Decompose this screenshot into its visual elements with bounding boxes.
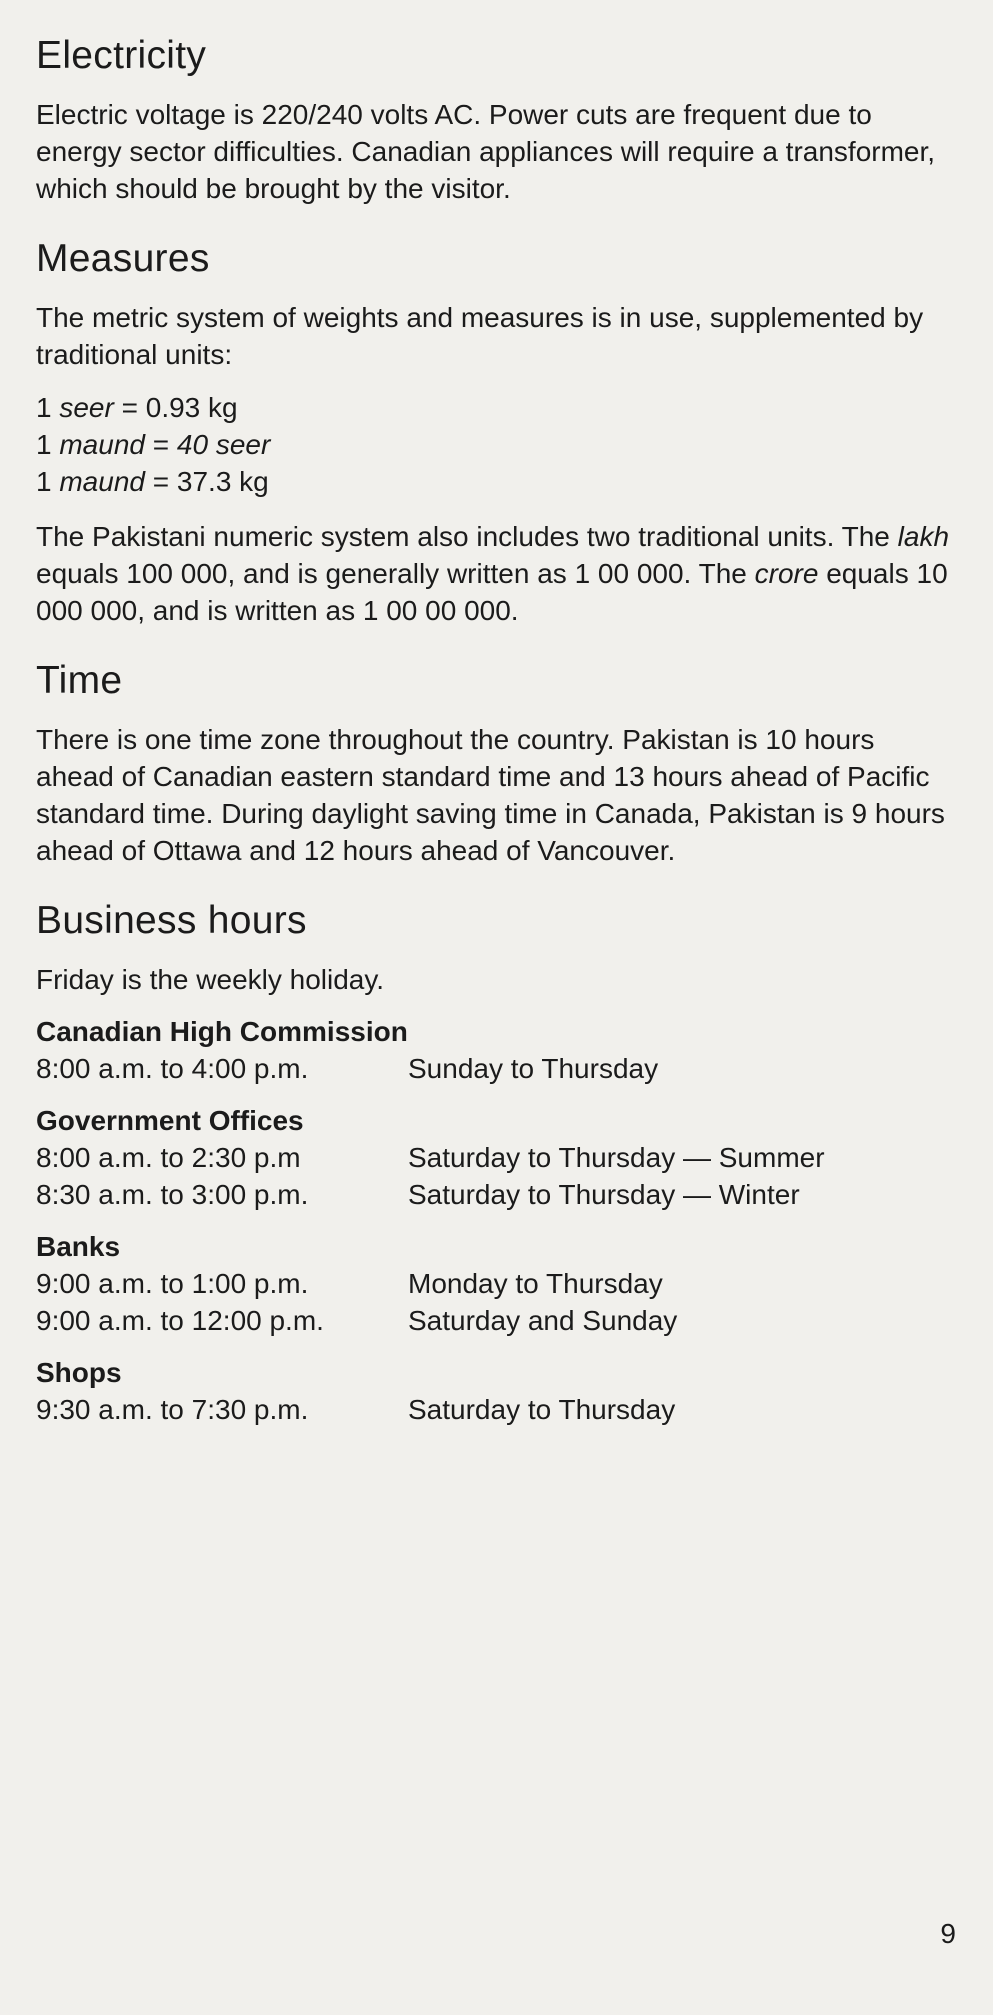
- measure-value: 0.93 kg: [145, 392, 238, 423]
- measure-unit: maund: [59, 429, 145, 460]
- business-hours-heading: Business hours: [36, 899, 307, 942]
- measure-qty: 1: [36, 392, 52, 423]
- measure-qty: 1: [36, 429, 52, 460]
- business-hours-section: [36, 899, 956, 1428]
- hours-row: [36, 1391, 956, 1428]
- measures-heading: Measures: [36, 237, 210, 280]
- hours-days: Saturday and Sunday: [408, 1305, 678, 1336]
- measures-list: [36, 389, 956, 500]
- measures-intro: The metric system of weights and measures is in use, supplemented by traditional units:: [36, 302, 924, 370]
- hours-days: Sunday to Thursday: [408, 1053, 659, 1084]
- measure-value: 40 seer: [176, 429, 271, 460]
- measure-row: [36, 463, 956, 500]
- hours-days: Monday to Thursday: [408, 1268, 663, 1299]
- page-number: 9: [940, 1918, 956, 1949]
- hours-group-name: Government Offices: [36, 1105, 304, 1136]
- numeric-system-text: [36, 518, 956, 629]
- lakh-term: lakh: [897, 521, 950, 552]
- hours-row: [36, 1265, 956, 1302]
- hours-row: [36, 1302, 956, 1339]
- hours-time: 8:30 a.m. to 3:00 p.m.: [36, 1179, 309, 1210]
- electricity-section: [36, 34, 956, 207]
- hours-days: Saturday to Thursday — Winter: [408, 1179, 800, 1210]
- page-content: [36, 34, 956, 1458]
- business-hours-intro: Friday is the weekly holiday.: [36, 964, 385, 995]
- hours-group-name: Banks: [36, 1231, 121, 1262]
- hours-row: [36, 1176, 956, 1213]
- time-section: [36, 659, 956, 869]
- hours-group-name: Canadian High Commission: [36, 1016, 408, 1047]
- hours-row: [36, 1139, 956, 1176]
- hours-days: Saturday to Thursday: [408, 1394, 676, 1425]
- hours-time: 9:30 a.m. to 7:30 p.m.: [36, 1394, 309, 1425]
- numeric-text-part: equals 100 000, and is generally written as 1 00 000. The: [36, 558, 755, 589]
- time-text: There is one time zone throughout the country. Pakistan is 10 hours ahead of Canadian eastern standard time and 13 hours ahead of Pacific standard time. During daylight saving time in Canada, Pakistan is 9 hours ahead of Ottawa and 12 hours ahead of Vancouver.: [36, 724, 945, 866]
- hours-row: [36, 1050, 956, 1087]
- hours-group: [36, 1229, 956, 1339]
- hours-group: [36, 1355, 956, 1428]
- hours-group-name: Shops: [36, 1357, 122, 1388]
- crore-term: crore: [754, 558, 819, 589]
- measures-section: [36, 237, 956, 629]
- numeric-text-part: equals 10 000 000, and is written as 1 00 00 000.: [36, 558, 948, 626]
- measure-equals: =: [121, 392, 138, 423]
- electricity-text: Electric voltage is 220/240 volts AC. Power cuts are frequent due to energy sector difficulties. Canadian appliances will require a transformer, which should be brought by the visitor.: [36, 99, 936, 204]
- hours-time: 9:00 a.m. to 1:00 p.m.: [36, 1268, 309, 1299]
- measure-value: 37.3 kg: [176, 466, 269, 497]
- measure-qty: 1: [36, 466, 52, 497]
- hours-time: 8:00 a.m. to 4:00 p.m.: [36, 1053, 309, 1084]
- measure-row: [36, 389, 956, 426]
- hours-time: 8:00 a.m. to 2:30 p.m: [36, 1142, 301, 1173]
- time-heading: Time: [36, 659, 123, 702]
- electricity-heading: Electricity: [36, 34, 207, 77]
- measure-row: [36, 426, 956, 463]
- hours-group: [36, 1103, 956, 1213]
- measure-unit: seer: [59, 392, 114, 423]
- measure-unit: maund: [59, 466, 145, 497]
- hours-group: [36, 1014, 956, 1087]
- numeric-text-part: The Pakistani numeric system also includes two traditional units. The: [36, 521, 898, 552]
- measure-equals: =: [152, 466, 170, 497]
- measure-equals: =: [152, 429, 170, 460]
- hours-time: 9:00 a.m. to 12:00 p.m.: [36, 1305, 324, 1336]
- hours-days: Saturday to Thursday — Summer: [408, 1142, 825, 1173]
